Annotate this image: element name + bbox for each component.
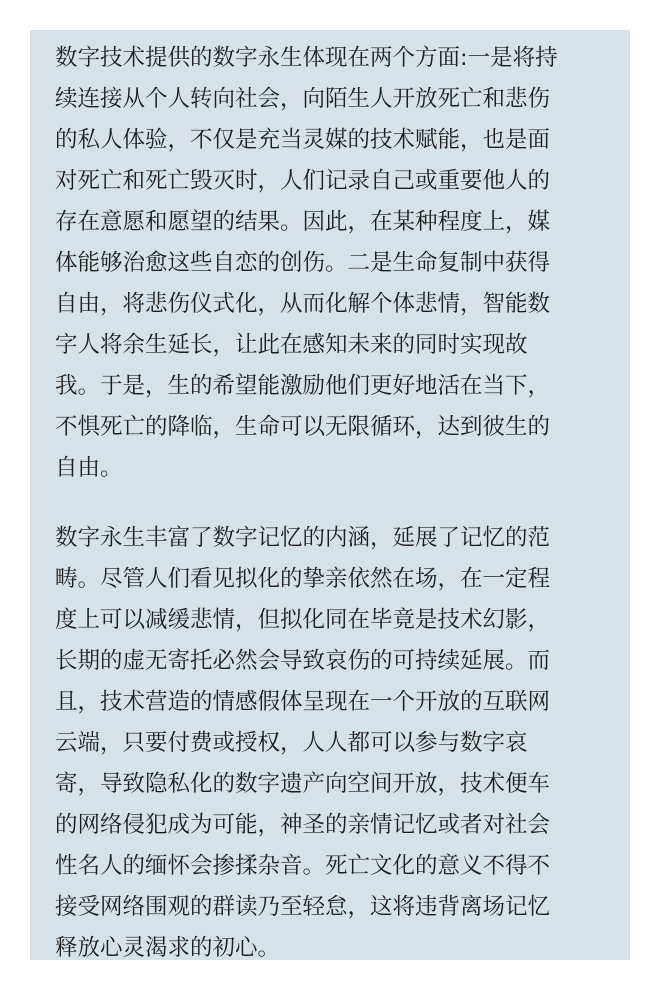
text-line: 数字技术提供的数字永生体现在两个方面:一是将持 [55,45,558,71]
text-panel [30,30,630,960]
text-line: 对死亡和死亡毁灭时，人们记录自己或重要他人的 [55,168,551,194]
text-line: 体能够治愈这些自恋的创伤。二是生命复制中获得 [55,250,551,276]
text-line: 性名人的缅怀会掺揉杂音。死亡文化的意义不得不 [55,853,551,879]
text-line: 接受网络围观的群读乃至轻怠，这将违背离场记忆 [55,894,551,920]
text-line: 且，技术营造的情感假体呈现在一个开放的互联网 [55,689,551,715]
text-line: 存在意愿和愿望的结果。因此，在某种程度上，媒 [55,209,551,235]
text-line: 的私人体验，不仅是充当灵媒的技术赋能，也是面 [55,127,551,153]
text-line: 的网络侵犯成为可能，神圣的亲情记忆或者对社会 [55,812,551,838]
text-line: 云端，只要付费或授权，人人都可以参与数字哀 [55,730,528,756]
text-line: 不惧死亡的降临，生命可以无限循环，达到彼生的 [55,414,551,440]
text-line: 自由。 [55,455,123,481]
text-line: 自由，将悲伤仪式化，从而化解个体悲情，智能数 [55,291,551,317]
text-line: 长期的虚无寄托必然会导致哀伤的可持续延展。而 [55,648,551,674]
text-line: 续连接从个人转向社会，向陌生人开放死亡和悲伤 [55,86,551,112]
text-line: 畴。尽管人们看见拟化的挚亲依然在场，在一定程 [55,566,551,592]
text-line: 数字永生丰富了数字记忆的内涵，延展了记忆的范 [55,525,551,551]
text-line: 我。于是，生的希望能激励他们更好地活在当下， [55,373,551,399]
text-line: 寄，导致隐私化的数字遗产向空间开放，技术便车 [55,771,551,797]
text-line: 字人将余生延长，让此在感知未来的同时实现故 [55,332,528,358]
text-line: 释放心灵渴求的初心。 [55,935,281,961]
text-line: 度上可以减缓悲情，但拟化同在毕竟是技术幻影， [55,607,551,633]
